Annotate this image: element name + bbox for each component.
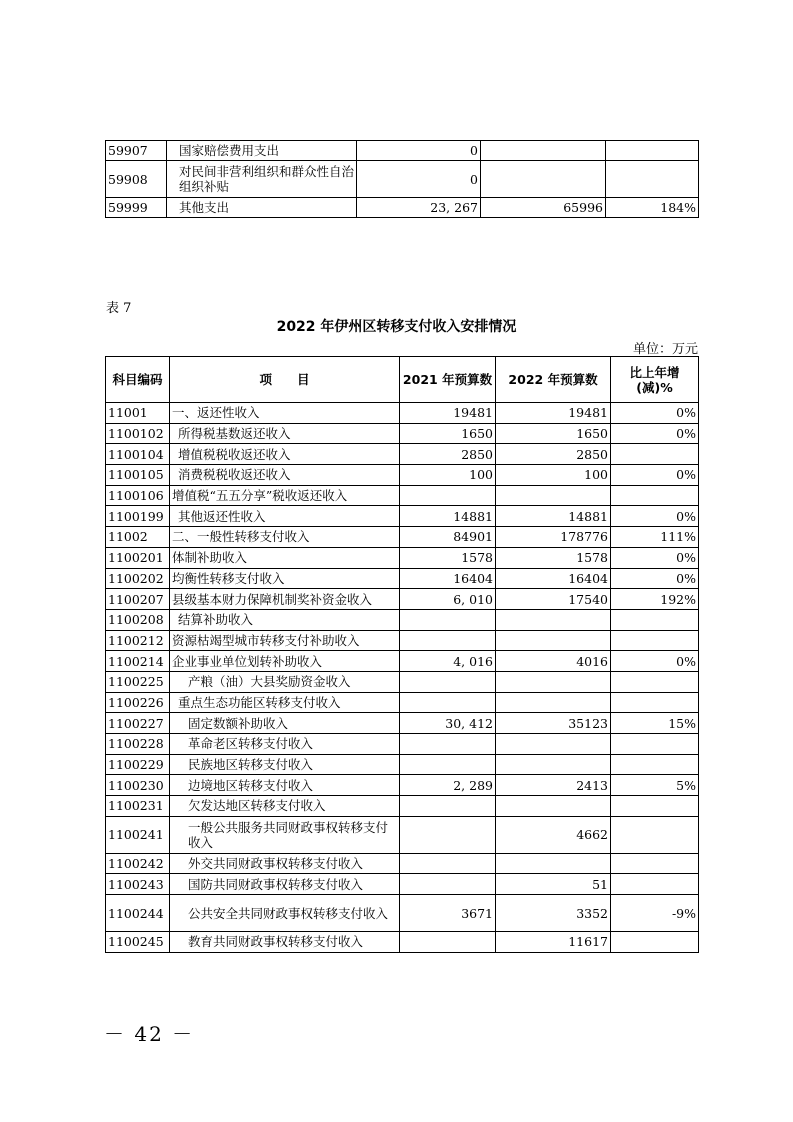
table-row	[106, 796, 699, 817]
value-2021-cell: 1578	[400, 547, 496, 568]
code-cell: 1100102	[106, 423, 170, 444]
code-cell: 1100227	[106, 713, 170, 734]
value-2022-cell: 14881	[496, 506, 611, 527]
name-cell: 重点生态功能区转移支付收入	[170, 692, 400, 713]
table-row	[106, 609, 699, 630]
pct-cell: -9%	[611, 895, 699, 932]
page-number: － 42 －	[104, 1022, 195, 1046]
pct-cell	[606, 141, 699, 161]
value-2022-cell	[496, 754, 611, 775]
value-2022-cell	[496, 485, 611, 506]
value-2022-cell: 2850	[496, 444, 611, 465]
code-cell: 1100242	[106, 853, 170, 874]
code-cell: 1100105	[106, 465, 170, 486]
name-cell: 外交共同财政事权转移支付收入	[170, 853, 400, 874]
value-2022-cell: 11617	[496, 932, 611, 953]
table-row	[106, 465, 699, 486]
value-2022-cell: 4662	[496, 816, 611, 853]
code-cell: 1100212	[106, 630, 170, 651]
table-row	[106, 506, 699, 527]
header-2021: 2021 年预算数	[400, 357, 496, 403]
value-2021-cell	[400, 734, 496, 755]
name-cell: 消费税税收返还收入	[170, 465, 400, 486]
table-row	[106, 423, 699, 444]
code-cell: 1100207	[106, 589, 170, 610]
code-cell: 1100226	[106, 692, 170, 713]
pct-cell	[611, 692, 699, 713]
name-cell: 一般公共服务共同财政事权转移支付收入	[170, 816, 400, 853]
value-2022-cell: 17540	[496, 589, 611, 610]
value-2021-cell	[400, 630, 496, 651]
pct-cell	[611, 816, 699, 853]
value-2021-cell: 1650	[400, 423, 496, 444]
pct-cell: 184%	[606, 198, 699, 218]
value-2021-cell	[400, 692, 496, 713]
table-row	[106, 692, 699, 713]
table-row	[106, 403, 699, 424]
transfer-payment-table	[105, 356, 699, 953]
name-cell: 教育共同财政事权转移支付收入	[170, 932, 400, 953]
name-cell: 二、一般性转移支付收入	[170, 527, 400, 548]
value-2022-cell: 3352	[496, 895, 611, 932]
name-cell: 国家赔偿费用支出	[167, 141, 357, 161]
name-cell: 公共安全共同财政事权转移支付收入	[170, 895, 400, 932]
code-cell: 1100208	[106, 609, 170, 630]
value-2022-cell: 2413	[496, 775, 611, 796]
value-2021-cell: 14881	[400, 506, 496, 527]
value-2021-cell	[400, 932, 496, 953]
name-cell: 县级基本财力保障机制奖补资金收入	[170, 589, 400, 610]
code-cell: 1100244	[106, 895, 170, 932]
code-cell: 1100104	[106, 444, 170, 465]
value-2021-cell: 16404	[400, 568, 496, 589]
name-cell: 民族地区转移支付收入	[170, 754, 400, 775]
value-2022-cell	[496, 734, 611, 755]
pct-cell	[606, 161, 699, 198]
value-2022-cell: 1650	[496, 423, 611, 444]
code-cell: 1100202	[106, 568, 170, 589]
name-cell: 边境地区转移支付收入	[170, 775, 400, 796]
code-cell: 1100228	[106, 734, 170, 755]
value-2022-cell: 19481	[496, 403, 611, 424]
table-row	[106, 932, 699, 953]
code-cell: 59908	[106, 161, 167, 198]
value-2022-cell: 65996	[481, 198, 606, 218]
pct-cell: 0%	[611, 506, 699, 527]
code-cell: 1100231	[106, 796, 170, 817]
pct-cell	[611, 671, 699, 692]
table-row	[106, 161, 699, 198]
code-cell: 1100214	[106, 651, 170, 672]
header-row	[106, 357, 699, 403]
pct-cell: 111%	[611, 527, 699, 548]
value-2022-cell	[496, 609, 611, 630]
name-cell: 对民间非营利组织和群众性自治组织补贴	[167, 161, 357, 198]
pct-cell	[611, 444, 699, 465]
value-2021-cell: 100	[400, 465, 496, 486]
value-2021-cell: 30, 412	[400, 713, 496, 734]
table-row	[106, 895, 699, 932]
table-row	[106, 713, 699, 734]
header-pct-line2: (减)%	[636, 379, 673, 395]
unit-label: 单位：万元	[632, 342, 698, 357]
table-row	[106, 527, 699, 548]
name-cell: 欠发达地区转移支付收入	[170, 796, 400, 817]
table-row	[106, 874, 699, 895]
name-cell: 结算补助收入	[170, 609, 400, 630]
code-cell: 1100201	[106, 547, 170, 568]
value-2022-cell: 4016	[496, 651, 611, 672]
value-2022-cell	[496, 692, 611, 713]
pct-cell	[611, 932, 699, 953]
name-cell: 革命老区转移支付收入	[170, 734, 400, 755]
code-cell: 59999	[106, 198, 167, 218]
table-row	[106, 734, 699, 755]
value-2022-cell: 16404	[496, 568, 611, 589]
value-2022-cell	[496, 630, 611, 651]
name-cell: 产粮（油）大县奖励资金收入	[170, 671, 400, 692]
code-cell: 1100106	[106, 485, 170, 506]
value-2021-cell: 3671	[400, 895, 496, 932]
code-cell: 1100241	[106, 816, 170, 853]
table-row	[106, 444, 699, 465]
pct-cell	[611, 630, 699, 651]
pct-cell	[611, 874, 699, 895]
table-row	[106, 651, 699, 672]
name-cell: 国防共同财政事权转移支付收入	[170, 874, 400, 895]
value-2021-cell	[400, 874, 496, 895]
name-cell: 其他支出	[167, 198, 357, 218]
header-name: 项 目	[170, 357, 400, 403]
value-2021-cell	[400, 485, 496, 506]
value-2021-cell: 2, 289	[400, 775, 496, 796]
pct-cell: 15%	[611, 713, 699, 734]
value-2021-cell: 6, 010	[400, 589, 496, 610]
name-cell: 体制补助收入	[170, 547, 400, 568]
value-2022-cell	[481, 161, 606, 198]
value-2022-cell	[496, 796, 611, 817]
name-cell: 资源枯竭型城市转移支付补助收入	[170, 630, 400, 651]
name-cell: 所得税基数返还收入	[170, 423, 400, 444]
code-cell: 1100229	[106, 754, 170, 775]
value-2021-cell: 2850	[400, 444, 496, 465]
header-code: 科目编码	[106, 357, 170, 403]
table-row	[106, 547, 699, 568]
pct-cell	[611, 485, 699, 506]
table-row	[106, 630, 699, 651]
table-row	[106, 198, 699, 218]
table-label: 表 7	[106, 301, 132, 316]
table-row	[106, 754, 699, 775]
pct-cell: 0%	[611, 403, 699, 424]
name-cell: 均衡性转移支付收入	[170, 568, 400, 589]
value-2021-cell	[400, 796, 496, 817]
value-2022-cell: 51	[496, 874, 611, 895]
value-2022-cell	[496, 671, 611, 692]
name-cell: 企业事业单位划转补助收入	[170, 651, 400, 672]
table-row	[106, 816, 699, 853]
value-2021-cell: 4, 016	[400, 651, 496, 672]
pct-cell	[611, 754, 699, 775]
pct-cell	[611, 734, 699, 755]
name-cell: 固定数额补助收入	[170, 713, 400, 734]
table-row	[106, 485, 699, 506]
value-2021-cell: 0	[357, 161, 481, 198]
table-row	[106, 671, 699, 692]
value-2022-cell: 1578	[496, 547, 611, 568]
name-cell: 一、返还性收入	[170, 403, 400, 424]
value-2022-cell: 178776	[496, 527, 611, 548]
code-cell: 1100230	[106, 775, 170, 796]
page-title: 2022 年伊州区转移支付收入安排情况	[276, 319, 517, 335]
table-row	[106, 141, 699, 161]
code-cell: 11002	[106, 527, 170, 548]
header-pct-line1: 比上年增	[629, 364, 680, 380]
value-2022-cell: 35123	[496, 713, 611, 734]
pct-cell: 0%	[611, 568, 699, 589]
code-cell: 1100225	[106, 671, 170, 692]
pct-cell: 5%	[611, 775, 699, 796]
value-2022-cell	[496, 853, 611, 874]
table-row	[106, 775, 699, 796]
value-2021-cell	[400, 754, 496, 775]
header-2022: 2022 年预算数	[496, 357, 611, 403]
name-cell: 增值税税收返还收入	[170, 444, 400, 465]
code-cell: 1100245	[106, 932, 170, 953]
pct-cell	[611, 796, 699, 817]
pct-cell	[611, 609, 699, 630]
table-row	[106, 568, 699, 589]
value-2021-cell	[400, 671, 496, 692]
table-row	[106, 589, 699, 610]
pct-cell: 0%	[611, 651, 699, 672]
value-2021-cell: 23, 267	[357, 198, 481, 218]
pct-cell: 192%	[611, 589, 699, 610]
code-cell: 1100243	[106, 874, 170, 895]
top-continuation-table	[105, 140, 699, 218]
value-2021-cell: 0	[357, 141, 481, 161]
value-2021-cell	[400, 853, 496, 874]
pct-cell: 0%	[611, 423, 699, 444]
value-2022-cell	[481, 141, 606, 161]
name-cell: 增值税“五五分享”税收返还收入	[170, 485, 400, 506]
code-cell: 11001	[106, 403, 170, 424]
header-pct	[611, 357, 699, 403]
pct-cell: 0%	[611, 547, 699, 568]
value-2021-cell	[400, 609, 496, 630]
value-2021-cell	[400, 816, 496, 853]
pct-cell	[611, 853, 699, 874]
value-2021-cell: 84901	[400, 527, 496, 548]
pct-cell: 0%	[611, 465, 699, 486]
value-2021-cell: 19481	[400, 403, 496, 424]
code-cell: 1100199	[106, 506, 170, 527]
name-cell: 其他返还性收入	[170, 506, 400, 527]
code-cell: 59907	[106, 141, 167, 161]
value-2022-cell: 100	[496, 465, 611, 486]
table-row	[106, 853, 699, 874]
